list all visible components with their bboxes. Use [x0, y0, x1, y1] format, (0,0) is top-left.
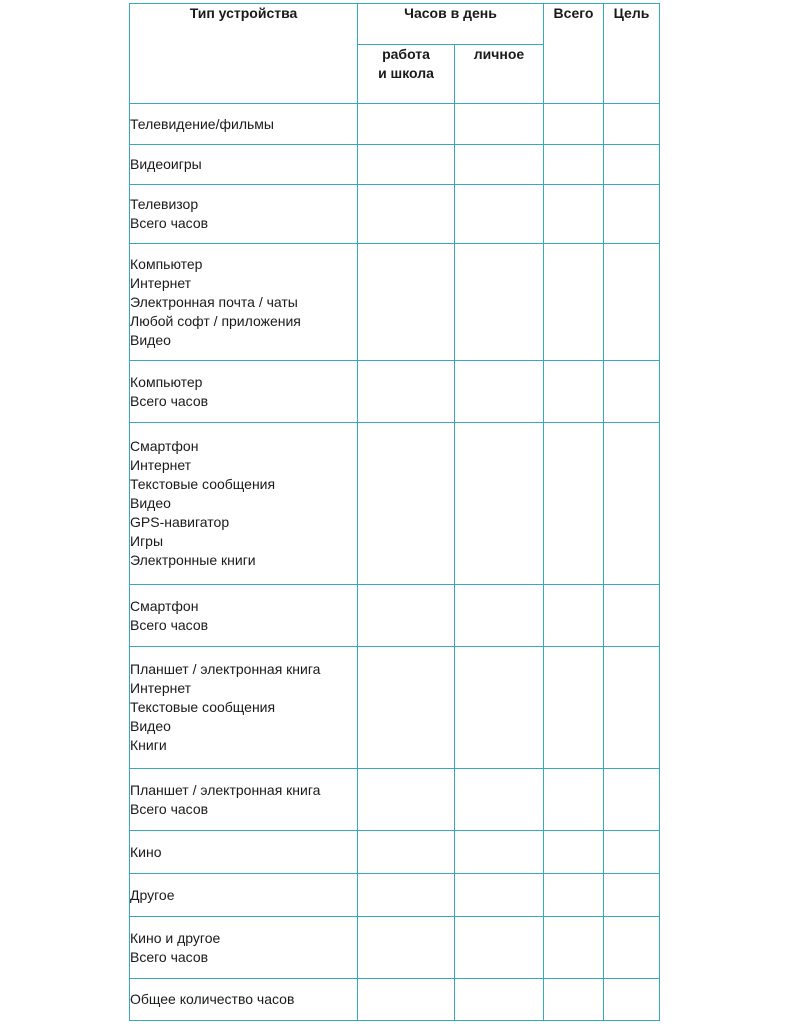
row-label-line: Всего часов — [130, 392, 209, 409]
cell-work-school[interactable] — [358, 979, 455, 1021]
cell-goal[interactable] — [604, 874, 660, 917]
row-label-line: Кино и другое — [130, 929, 221, 946]
cell-total[interactable] — [544, 769, 604, 831]
cell-work-school[interactable] — [358, 769, 455, 831]
cell-goal[interactable] — [604, 423, 660, 585]
row-label-line: Электронные книги — [130, 552, 256, 568]
cell-work-school[interactable] — [358, 185, 455, 244]
cell-total[interactable] — [544, 647, 604, 769]
row-label-line: Планшет / электронная книга — [130, 781, 321, 798]
row-label-line: Компьютер — [130, 373, 203, 390]
row-label-line: Всего часов — [130, 215, 209, 231]
row-label-line: Интернет — [130, 680, 192, 696]
cell-goal[interactable] — [604, 244, 660, 361]
header-goal: Цель — [604, 4, 660, 104]
row-label-line: Текстовые сообщения — [130, 476, 276, 492]
row-label — [130, 769, 358, 831]
table-row — [130, 979, 660, 1021]
cell-work-school[interactable] — [358, 917, 455, 979]
cell-work-school[interactable] — [358, 831, 455, 874]
row-label-line: Компьютер — [130, 255, 203, 272]
cell-total[interactable] — [544, 831, 604, 874]
cell-goal[interactable] — [604, 647, 660, 769]
row-label-line: Общее количество часов — [130, 991, 295, 1007]
row-label-line: Текстовые сообщения — [130, 699, 276, 715]
cell-goal[interactable] — [604, 104, 660, 145]
cell-total[interactable] — [544, 104, 604, 145]
row-label-line: Игры — [130, 533, 164, 549]
cell-goal[interactable] — [604, 917, 660, 979]
row-label — [130, 361, 358, 423]
row-label-line: Видео — [130, 331, 171, 348]
row-label-line: Книги — [130, 737, 167, 753]
cell-goal[interactable] — [604, 769, 660, 831]
cell-personal[interactable] — [455, 917, 544, 979]
cell-personal[interactable] — [455, 104, 544, 145]
cell-total[interactable] — [544, 979, 604, 1021]
cell-personal[interactable] — [455, 874, 544, 917]
cell-personal[interactable] — [455, 423, 544, 585]
cell-goal[interactable] — [604, 831, 660, 874]
header-hours-per-day: Часов в день — [358, 4, 544, 45]
cell-total[interactable] — [544, 185, 604, 244]
row-label — [130, 647, 358, 769]
table-row — [130, 104, 660, 145]
cell-work-school[interactable] — [358, 585, 455, 647]
table-row — [130, 361, 660, 423]
cell-total[interactable] — [544, 585, 604, 647]
row-label-line: Всего часов — [130, 948, 209, 965]
table-row — [130, 831, 660, 874]
cell-personal[interactable] — [455, 145, 544, 185]
cell-personal[interactable] — [455, 244, 544, 361]
cell-work-school[interactable] — [358, 145, 455, 185]
cell-total[interactable] — [544, 361, 604, 423]
cell-work-school[interactable] — [358, 423, 455, 585]
row-label — [130, 244, 358, 361]
cell-personal[interactable] — [455, 979, 544, 1021]
row-label — [130, 145, 358, 185]
cell-work-school[interactable] — [358, 104, 455, 145]
cell-total[interactable] — [544, 874, 604, 917]
cell-goal[interactable] — [604, 585, 660, 647]
row-label-line: Телевизор — [130, 196, 199, 212]
row-label — [130, 874, 358, 917]
cell-work-school[interactable] — [358, 874, 455, 917]
cell-total[interactable] — [544, 244, 604, 361]
cell-total[interactable] — [544, 145, 604, 185]
cell-goal[interactable] — [604, 145, 660, 185]
table-row — [130, 769, 660, 831]
row-label — [130, 585, 358, 647]
table-row — [130, 917, 660, 979]
row-label-line: Смартфон — [130, 597, 199, 614]
cell-personal[interactable] — [455, 769, 544, 831]
row-label-line: Всего часов — [130, 800, 209, 817]
header-work-school: работа и школа — [358, 45, 455, 104]
row-label-line: Другое — [130, 886, 175, 903]
cell-goal[interactable] — [604, 185, 660, 244]
cell-work-school[interactable] — [358, 361, 455, 423]
row-label — [130, 185, 358, 244]
cell-total[interactable] — [544, 423, 604, 585]
cell-personal[interactable] — [455, 647, 544, 769]
row-label-line: Интернет — [130, 457, 192, 473]
table-row — [130, 585, 660, 647]
cell-work-school[interactable] — [358, 244, 455, 361]
cell-goal[interactable] — [604, 979, 660, 1021]
table-row — [130, 185, 660, 244]
row-label-line: Интернет — [130, 274, 192, 291]
table-row — [130, 423, 660, 585]
cell-personal[interactable] — [455, 585, 544, 647]
cell-personal[interactable] — [455, 361, 544, 423]
row-label — [130, 831, 358, 874]
row-label-line: Всего часов — [130, 616, 209, 633]
cell-personal[interactable] — [455, 831, 544, 874]
cell-personal[interactable] — [455, 185, 544, 244]
row-label-line: Видео — [130, 718, 171, 734]
row-label-line: Видеоигры — [130, 156, 202, 172]
row-label — [130, 979, 358, 1021]
row-label-line: Видео — [130, 495, 171, 511]
row-label — [130, 423, 358, 585]
row-label-line: Кино — [130, 843, 162, 860]
header-personal: личное — [455, 45, 544, 104]
row-label — [130, 104, 358, 145]
screen-time-table — [129, 3, 660, 1021]
cell-goal[interactable] — [604, 361, 660, 423]
row-label-line: Смартфон — [130, 438, 199, 454]
table-row — [130, 244, 660, 361]
table-row — [130, 874, 660, 917]
row-label-line: GPS-навигатор — [130, 514, 230, 530]
row-label-line: Планшет / электронная книга — [130, 661, 321, 677]
row-label-line: Электронная почта / чаты — [130, 293, 298, 310]
cell-work-school[interactable] — [358, 647, 455, 769]
cell-total[interactable] — [544, 917, 604, 979]
row-label-line: Телевидение/фильмы — [130, 115, 274, 132]
row-label — [130, 917, 358, 979]
table-row — [130, 145, 660, 185]
header-total: Всего — [544, 4, 604, 104]
table-row — [130, 647, 660, 769]
header-device-type: Тип устройства — [130, 4, 358, 104]
row-label-line: Любой софт / приложения — [130, 312, 301, 329]
